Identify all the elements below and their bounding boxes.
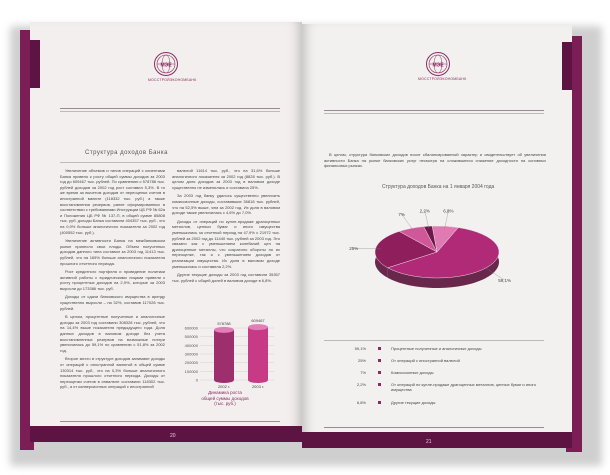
- bar-body: [214, 330, 234, 380]
- legend-row: [338, 358, 541, 363]
- legend-label: От операций по купле-продаже драгоценных металлов, ценных бумаг и иного имущества: [391, 382, 537, 392]
- body-paragraph: Другие текущие доходы за 2003 год составили 35357 тыс. рублей с общей долей в валовом доходе в 6,8%.: [172, 272, 280, 283]
- bar-category-label: 2002 г.: [217, 384, 231, 389]
- left-page-tab: [30, 40, 40, 88]
- legend-top-rule: [324, 340, 544, 341]
- title-rule: [60, 162, 280, 163]
- body-paragraph: Увеличение активности Банка на межбанковском рынке принесло свои плоды. Объем полученных доходов данного типа составил за 2003 год 11413 тыс. рублей, что на 165% больше аналогичного показателя прошлого отчетного периода.: [60, 238, 165, 266]
- bank-logo-icon-right: [426, 52, 450, 76]
- bar-value-label: 578788: [217, 320, 231, 326]
- bar-base: [214, 377, 234, 383]
- logo-caption-right: МОССТРОЙЭКОНОМБАНК: [418, 77, 467, 81]
- body-paragraph: Доходы от сдачи банковского имущества в аренду существенно выросли – на 32%, составив 117028 тыс. рублей.: [60, 294, 165, 311]
- bar-1: [248, 324, 268, 383]
- footer-rule: [60, 421, 280, 422]
- logo-mark-right: МЭЕ: [432, 62, 444, 69]
- legend-percent: 59,1%: [354, 346, 366, 351]
- body-paragraph: Рост кредитного портфеля и проведение политики активной работы с юридическими лицами привели к росту процентных доходов на 2,9%, которые за 2003 выросли до 173386 тыс. руб.: [60, 269, 165, 291]
- pie-slice-label: 2,2%: [419, 208, 430, 214]
- body-paragraph: валютой 11614 тыс. руб., что на 31,6% больше аналогичного показателя за 2002 год (8828 тыс. руб.). В целом доля доходов за 2003 год в валовом доходе существенно не изменилась и составила 25%.: [172, 168, 280, 190]
- bar-body: [248, 327, 268, 380]
- right-bottom-band: [302, 432, 572, 448]
- bar-y-tick: 0: [195, 377, 198, 383]
- body-paragraph: Второе место в структуре доходов занимают доходы от операций с иностранной валютой в общей сумме 130314 тыс. руб., что на 0,3% больше аналогичного показателя прошлого отчетного периода. Доходы от переоценки счетов в инвалюте составили 118302 тыс. руб., а от конверсионных операций с иностранной: [60, 356, 165, 390]
- bar-chart-caption: [180, 390, 270, 407]
- pie-slice-label: 7%: [398, 212, 405, 218]
- bar-y-tick: 500000: [184, 334, 198, 340]
- intro-paragraph: [324, 152, 546, 172]
- legend-bullet-icon: [378, 359, 381, 362]
- header-rule: [60, 108, 280, 109]
- legend-percent: 6,8%: [356, 400, 366, 405]
- left-bottom-band: [30, 426, 302, 442]
- legend-bullet-icon: [378, 371, 381, 374]
- logo-caption: МОССТРОЙЭКОНОМБАНК: [148, 78, 197, 82]
- legend-percent: 7%: [360, 370, 366, 375]
- income-growth-bar-chart: [170, 318, 282, 390]
- bar-y-tick: 400000: [184, 342, 198, 348]
- body-paragraph: Доходы от операций по купле-продаже драгоценных металлов, ценных бумаг и иного имущества уменьшились за отчетный период на 47,9% с 21972 тыс. рублей за 2002 год до 11440 тыс. рублей за 2003 год. Это связано как с уменьшением колебаний цен на драгоценные металлы, что сократило обороты по их переоценке, так и с уменьшением доходов от реализации имущества. Их доля в валовом доходе уменьшилась и составила 2,2%.: [172, 218, 280, 269]
- section-title: Структура доходов Банка: [85, 150, 168, 156]
- body-paragraph: В целом, процентные полученные и аналогичные доходы за 2003 год составили 308328 тыс. рублей, что на 14,4% выше показателя предыдущего года. Доля данных доходов в валовом доходе без учета восстановленных резервов на возможные потери увеличилась до 59,1% по сравнению с 51,8% за 2002 год.: [60, 314, 165, 353]
- legend-bullet-icon: [378, 383, 381, 386]
- bar-top: [248, 324, 268, 330]
- bar-y-tick: 200000: [184, 360, 198, 366]
- legend-bullet-icon: [378, 347, 381, 350]
- bar-top: [214, 327, 234, 333]
- left-page: [30, 22, 302, 442]
- legend-row: [338, 370, 541, 375]
- legend-row: [338, 382, 541, 392]
- pie-chart-title: Структура доходов Банка на 1 января 2004 года: [382, 184, 495, 190]
- income-structure-pie-chart: [332, 190, 542, 330]
- bar-0: [214, 327, 234, 383]
- body-paragraph: Увеличение объемов и типов операций с клиентами Банка привело к росту общей суммы доходов за 2003 год до 609467 тыс. рублей. По сравнению с 578788 тыс. рублей доходов за 2002 год рост составил 5,3%. В то же время за вычетом доходов от переоценки счетов в иностранной валюте (118332 тыс. руб.) а также восстановления резервов, ранее сформированных в соответствии с требованиями Инструкции ЦБ РФ № 62а и Положения ЦБ РФ № 137-П, в общей сумме 85808 тыс. руб. доходы Банка составили 404357 тыс. руб., что на 0,9% больше аналогичного показателя за 2002 год (400552 тыс. руб.).: [60, 168, 165, 235]
- intro-text: В целом, структура банковских доходов носит сбалансированный характер и свидетельствует об увеличении активности Банка на рынке банковских услуг несмотря на сложившееся снижение доходности на основных финансовых рынках.: [324, 152, 546, 169]
- legend-percent: 25%: [357, 358, 366, 363]
- bar-y-tick: 300000: [184, 351, 198, 357]
- legend-label: Процентные полученные и аналогичные доходы: [391, 346, 482, 351]
- bar-base: [248, 377, 268, 383]
- legend-row: [338, 346, 541, 351]
- header-rule-thin-right: [324, 113, 544, 114]
- bank-logo-icon: [154, 52, 178, 76]
- legend-label: Другие текущие доходы: [391, 400, 436, 405]
- bar-chart-caption-line2: общей суммы доходов: [201, 395, 249, 401]
- header-rule-thin: [60, 111, 280, 112]
- legend-label: Комиссионные доходы: [391, 370, 434, 375]
- bar-chart-caption-line1: Динамика роста: [208, 390, 242, 395]
- page-number-left: 20: [170, 433, 176, 439]
- bar-y-tick: 600000: [184, 325, 198, 331]
- bar-chart-caption-line3: (тыс. руб.): [214, 401, 236, 406]
- text-column-2: [172, 168, 280, 286]
- header-rule-right: [324, 110, 544, 111]
- bar-value-label: 609467: [251, 318, 265, 324]
- logo-mark: МЭЕ: [160, 62, 172, 69]
- legend-bullet-icon: [378, 401, 381, 404]
- bar-category-label: 2003 г.: [251, 384, 265, 389]
- body-paragraph: За 2003 год банку удалось существенно увеличить комиссионные доходы, составившие 36818 тыс. рублей, что на 52,5% выше, чем за 2002 год. Их доля в валовом доходе также увеличилась с 4,6% до 7,0%.: [172, 193, 280, 216]
- page-number-right: 21: [426, 439, 432, 445]
- pie-slice-label: 6,8%: [443, 208, 454, 214]
- right-page: [302, 24, 572, 448]
- legend-label: От операций с иностранной валютой: [391, 358, 460, 363]
- legend-percent: 2,2%: [356, 382, 366, 387]
- pie-slice-label: 25%: [349, 246, 359, 252]
- bar-y-tick: 100000: [184, 368, 198, 374]
- pie-slice-label: 59,1%: [498, 278, 512, 284]
- legend-row: [338, 400, 541, 405]
- right-page-tab: [562, 42, 572, 90]
- footer-rule-right: [324, 427, 544, 428]
- text-column-1: [60, 168, 165, 393]
